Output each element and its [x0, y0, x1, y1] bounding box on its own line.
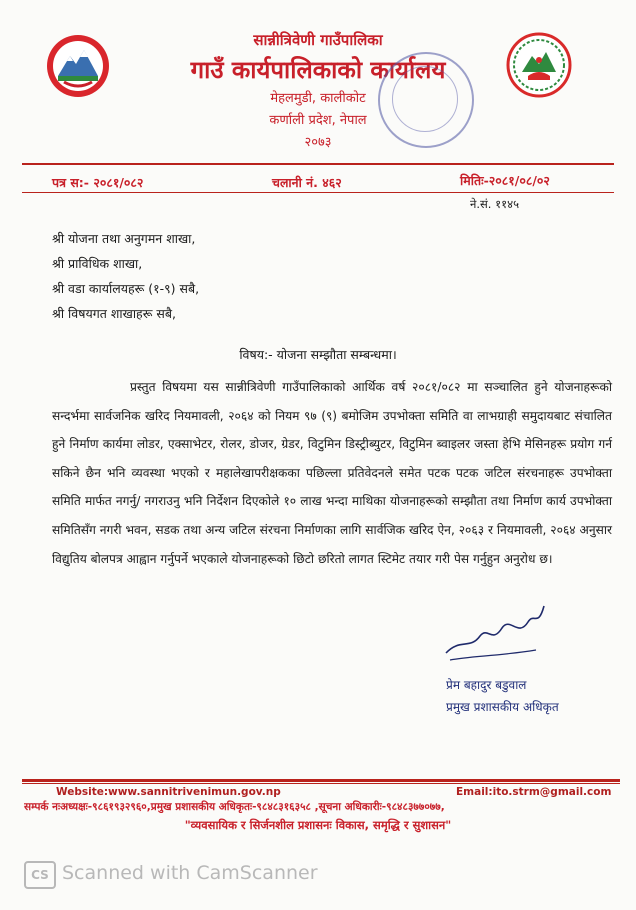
handwritten-signature [440, 598, 550, 668]
meta-divider [22, 192, 614, 193]
addressee-3: श्री वडा कार्यालयहरू (१-९) सबै, [52, 281, 200, 296]
addressee-2: श्री प्राविधिक शाखा, [52, 256, 143, 271]
footer-email: Email:ito.strm@gmail.com [456, 786, 612, 798]
reference-number: पत्र स:- २०८१/०८२ [52, 175, 144, 190]
signatory-title: प्रमुख प्रशासकीय अधिकृत [446, 700, 559, 714]
header-divider [22, 163, 614, 165]
footer-website: Website:www.sannitrivenimun.gov.np [56, 786, 281, 798]
footer-contact: सम्पर्क नःअध्यक्षः-९८६१९३२९६०,प्रमुख प्रशासकीय अधिकृतः-९८४८३१६३५८ ,सूचना अधिकारीः-९८४८३७७०७७, [24, 801, 445, 813]
camscanner-icon: CS [24, 861, 56, 889]
footer-divider-thin [22, 783, 620, 784]
established-year: २०७३ [304, 135, 332, 150]
office-title: गाउँ कार्यपालिकाको कार्यालय [190, 56, 446, 84]
municipality-name: सान्नीत्रिवेणी गाउँपालिका [253, 31, 383, 49]
footer-divider-thick [22, 779, 620, 782]
dispatch-number: चलानी नं. ४६२ [272, 175, 342, 190]
office-address: मेहलमुडी, कालीकोट [270, 91, 366, 106]
camscanner-watermark: Scanned with CamScanner [62, 862, 318, 884]
signatory-name: प्रेम बहादुर बडुवाल [446, 678, 527, 692]
nepal-sambat-date: ने.सं. ११४५ [470, 197, 520, 211]
footer-slogan: "व्यवसायिक र सिर्जनशील प्रशासनः विकास, समृद्धि र सुशासन" [184, 818, 452, 832]
addressee-4: श्री विषयगत शाखाहरू सबै, [52, 306, 176, 321]
office-stamp-inner [392, 66, 458, 132]
addressee-1: श्री योजना तथा अनुगमन शाखा, [52, 231, 196, 246]
letter-date: मितिः-२०८१/०८/०२ [460, 173, 550, 188]
letter-body: प्रस्तुत विषयमा यस सान्नीत्रिवेणी गाउँपालिकाको आर्थिक वर्ष २०८१/०८२ मा सञ्चालित हुने योजनाहरूको सन्दर्भमा सार्वजनिक खरिद नियमावली, २०६४ को नियम ९७ (९) बमोजिम उपभोक्ता समिति वा लाभग्राही समुदायबाट संचालित हुने निर्माण कार्यमा लोडर, एक्साभेटर, रोलर, डोजर, ग्रेडर, विटुमिन डिस्ट्रीब्युटर, विटुमिन ब्वाइलर जस्ता हेभि मेसिनहरू प्रयोग गर्न सकिने छैन भनि व्यवस्था भएको र महालेखापरीक्षकका पछिल्ला प्रतिवेदनले समेत पटक पटक जटिल संरचनाहरू उपभोक्ता समिति मार्फत नगर्नु/ नगराउनु भनि निर्देशन दिएकोले १० लाख भन्दा माथिका योजनाहरूको सम्झौता तथा निर्माण कार्य उपभोक्ता समितिसँग नगरी भवन, सडक तथा अन्य जटिल संरचना निर्माणका लागि सार्वजिक खरिद ऐन, २०६३ र नियमावली, २०६४ अनुसार विद्युतिय बोलपत्र आह्वान गर्नुपर्ने भएकाले योजनाहरूको छिटो छरितो लागत स्टिमेट तयार गरी पेस गर्नुहुन अनुरोध छ। [52, 380, 612, 566]
province-address: कर्णाली प्रदेश, नेपाल [269, 113, 367, 128]
letter-subject: विषय:- योजना सम्झौता सम्बन्धमा। [239, 347, 397, 362]
